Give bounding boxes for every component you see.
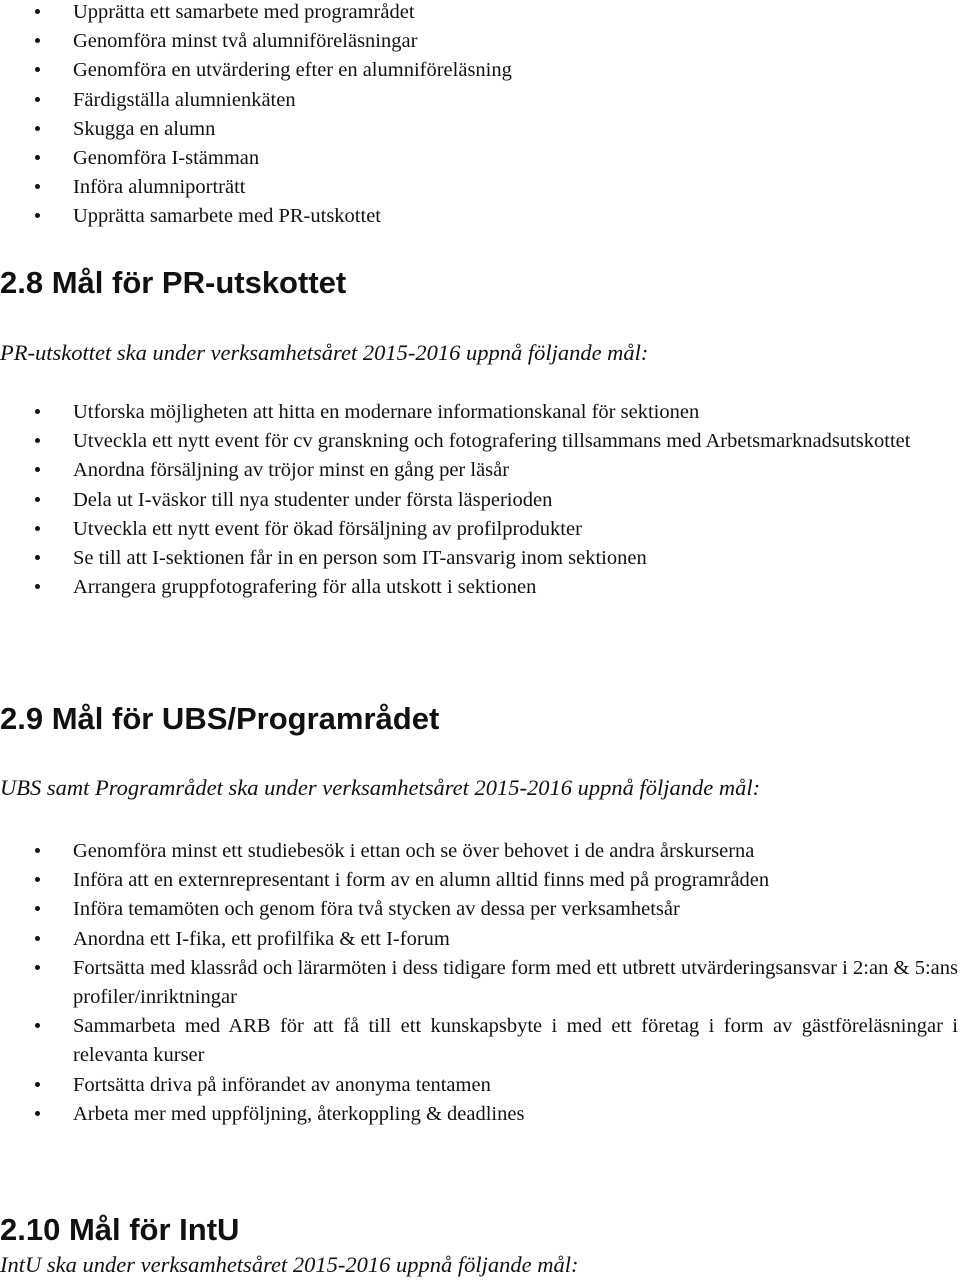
list-item-text: Införa alumniporträtt [73, 176, 246, 199]
bullet-icon [35, 213, 40, 218]
bullet-icon [35, 584, 40, 589]
list-item-text: Upprätta ett samarbete med programrådet [73, 1, 415, 23]
list-item [0, 515, 960, 544]
bullet-icon [35, 555, 40, 560]
bullet-icon [35, 438, 40, 443]
bullet-icon [35, 1023, 40, 1028]
bullet-icon [35, 409, 40, 414]
list-item-text: Genomföra I-stämman [73, 147, 260, 170]
ubs-goals-list [0, 837, 960, 1129]
bullet-icon [35, 38, 40, 43]
section-intro-ubs: UBS samt Programrådet ska under verksamhetsåret 2015-2016 uppnå följande mål: [0, 775, 761, 800]
list-item-text: Dela ut I-väskor till nya studenter under första läsperioden [73, 488, 553, 511]
bullet-icon [35, 965, 40, 970]
list-item [0, 56, 960, 85]
alumni-goals-list [0, 0, 960, 232]
bullet-icon [35, 526, 40, 531]
list-item [0, 925, 960, 954]
list-item [0, 0, 960, 27]
list-item-text: Fortsätta driva på införandet av anonyma tentamen [73, 1073, 491, 1096]
bullet-icon [35, 97, 40, 102]
section-heading-ubs: 2.9 Mål för UBS/Programrådet [0, 701, 440, 736]
list-item [0, 866, 960, 895]
list-item [0, 86, 960, 115]
bullet-icon [35, 467, 40, 472]
list-item [0, 27, 960, 56]
list-item-text: Införa att en externrepresentant i form av en alumn alltid finns med på programråden [73, 869, 770, 892]
bullet-icon [35, 126, 40, 131]
ubs-goals-list-block [0, 837, 960, 1129]
alumni-goals-list-block [0, 0, 960, 232]
section-heading-pr: 2.8 Mål för PR-utskottet [0, 265, 347, 300]
list-item-text: Skugga en alumn [73, 117, 216, 140]
bullet-icon [35, 67, 40, 72]
section-intro-intu: IntU ska under verksamhetsåret 2015-2016 uppnå följande mål: [0, 1252, 579, 1277]
list-item [0, 456, 960, 485]
list-item-text: Genomföra minst ett studiebesök i ettan och se över behovet i de andra årskurserna [73, 840, 755, 862]
list-item-text: Fortsätta med klassråd och lärarmöten i dess tidigare form med ett utbrett utvärderingsansvar i 2:an & 5:ans profiler/inriktningar [73, 956, 958, 1009]
pr-goals-list [0, 398, 960, 602]
list-item-text: Arrangera gruppfotografering för alla utskott i sektionen [73, 576, 537, 599]
pr-goals-list-block [0, 398, 960, 602]
section-heading-intu: 2.10 Mål för IntU [0, 1212, 240, 1247]
list-item-text: Utforska möjligheten att hitta en modernare informationskanal för sektionen [73, 401, 700, 423]
list-item [0, 544, 960, 573]
list-item [0, 954, 960, 1012]
list-item [0, 486, 960, 515]
list-item-text: Färdigställa alumnienkäten [73, 88, 296, 111]
list-item-text: Se till att I-sektionen får in en person som IT-ansvarig inom sektionen [73, 547, 647, 570]
list-item [0, 895, 960, 924]
list-item-text: Arbeta mer med uppföljning, återkoppling & deadlines [73, 1102, 525, 1125]
bullet-icon [35, 9, 40, 14]
list-item-text: Genomföra en utvärdering efter en alumniföreläsning [73, 59, 512, 82]
list-item-text: Anordna ett I-fika, ett profilfika & ett I-forum [73, 927, 450, 950]
section-intro-pr: PR-utskottet ska under verksamhetsåret 2015-2016 uppnå följande mål: [0, 340, 649, 365]
bullet-icon [35, 936, 40, 941]
list-item-text: Sammarbeta med ARB för att få till ett kunskapsbyte i med ett företag i form av gästföreläsningar i relevanta kurser [73, 1015, 958, 1067]
bullet-icon [35, 906, 40, 911]
list-item [0, 398, 960, 427]
bullet-icon [35, 848, 40, 853]
list-item [0, 115, 960, 144]
bullet-icon [35, 877, 40, 882]
list-item [0, 173, 960, 202]
list-item-text: Upprätta samarbete med PR-utskottet [73, 205, 381, 228]
list-item-text: Anordna försäljning av tröjor minst en gång per läsår [73, 459, 510, 482]
list-item [0, 144, 960, 173]
list-item [0, 837, 960, 866]
list-item [0, 427, 960, 456]
list-item-text: Införa temamöten och genom föra två stycken av dessa per verksamhetsår [73, 898, 680, 921]
list-item-text: Utveckla ett nytt event för ökad försäljning av profilprodukter [73, 517, 582, 540]
bullet-icon [35, 1111, 40, 1116]
list-item-text: Utveckla ett nytt event för cv granskning och fotografering tillsammans med Arbetsmarknadsutskottet [73, 430, 911, 453]
list-item-text: Genomföra minst två alumniföreläsningar [73, 30, 418, 53]
list-item [0, 1012, 960, 1070]
list-item [0, 573, 960, 602]
bullet-icon [35, 184, 40, 189]
list-item [0, 1100, 960, 1129]
bullet-icon [35, 155, 40, 160]
bullet-icon [35, 497, 40, 502]
list-item [0, 202, 960, 231]
list-item [0, 1071, 960, 1100]
bullet-icon [35, 1082, 40, 1087]
